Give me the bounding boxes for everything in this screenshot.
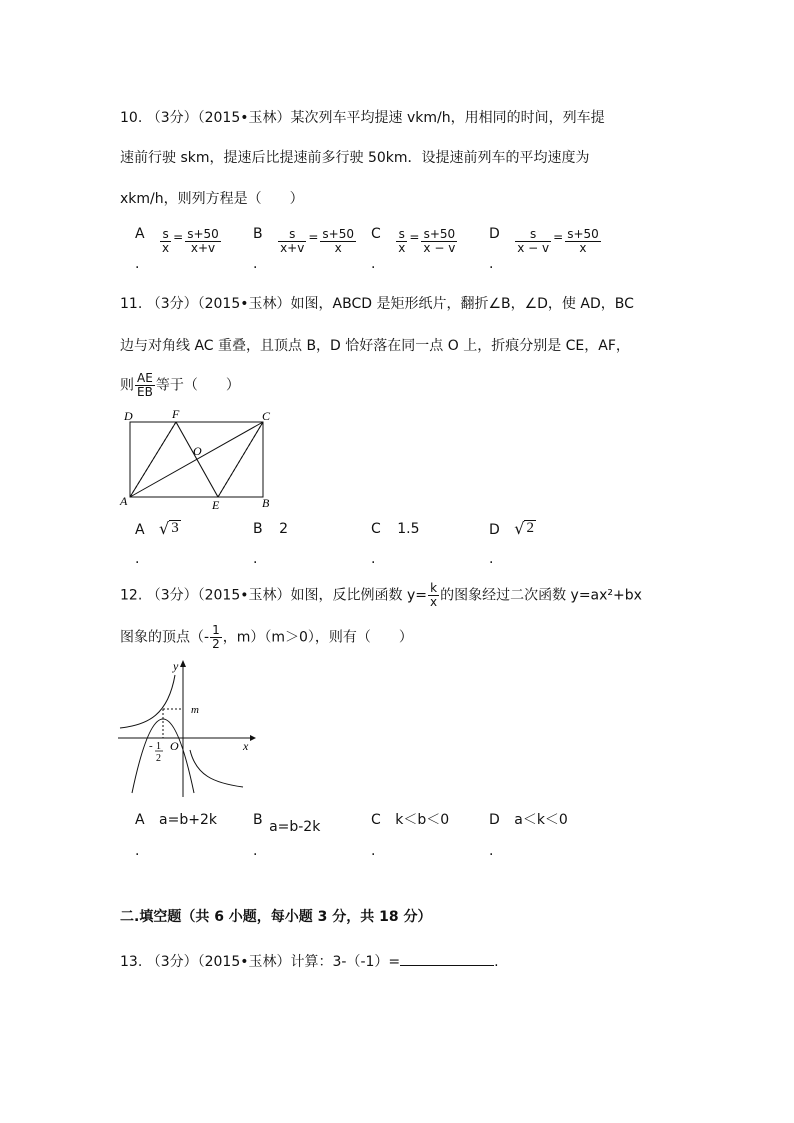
q10-option-d[interactable]: D $\frac{s}{x - v}$ = $\frac{s+50}{x}$ xyxy=(489,226,599,255)
q11-line-2: 边与对角线 AC 重叠，且顶点 B，D 恰好落在同一点 O 上，折痕分别是 CE，AF， xyxy=(120,338,630,354)
q10-option-c[interactable]: C $\frac{s}{x}$ = $\frac{s+50}{x - v}$ xyxy=(371,226,456,255)
q12-line-1: 12. （3分）（2015•玉林）如图，反比例函数 y= $\frac{k}{x}$ 的图象经过二次函数 y=ax²+bx xyxy=(120,581,642,609)
fraction: $\frac{s}{x - v}$ xyxy=(517,227,550,255)
q10-option-b[interactable]: B $\frac{s}{x+v}$ = $\frac{s+50}{x}$ xyxy=(253,226,354,255)
q13-line: 13. （3分）（2015•玉林）计算：3-（-1）= . xyxy=(120,954,499,970)
fraction: $\frac{s+50}{x}$ xyxy=(567,227,599,255)
option-letter: A xyxy=(135,522,145,538)
option-dot: . xyxy=(135,256,140,272)
option-dot: . xyxy=(371,256,376,272)
option-dot: . xyxy=(371,843,376,859)
q12-option-d[interactable] xyxy=(489,811,568,829)
q11-option-b[interactable] xyxy=(253,520,288,538)
sqrt-expression: √ 3 xyxy=(159,519,179,538)
fraction: $\frac{s}{x}$ xyxy=(398,227,406,255)
label-y: y xyxy=(173,659,179,673)
option-dot: . xyxy=(371,551,376,567)
option-letter: B xyxy=(253,521,263,537)
label-a: A xyxy=(120,494,128,508)
option-letter: D xyxy=(489,522,500,538)
sqrt-expression: √ 2 xyxy=(514,519,534,538)
option-text: a=b+2k xyxy=(159,812,217,828)
option-letter: C xyxy=(371,812,381,828)
fraction: $\frac{s}{x+v}$ xyxy=(280,227,305,255)
q11-option-c[interactable] xyxy=(371,520,420,538)
label-half-n: 1 xyxy=(156,741,161,752)
fraction-half: $\frac{1}{2}$ xyxy=(212,623,220,651)
q12-line-2: 图象的顶点（- $\frac{1}{2}$ ，m）（m＞0），则有（ ） xyxy=(120,623,413,651)
option-text: 2 xyxy=(279,521,288,537)
option-dot: . xyxy=(489,843,494,859)
option-letter: D xyxy=(489,812,500,828)
label-neg: - xyxy=(149,740,153,752)
fraction: $\frac{s}{x}$ xyxy=(162,227,170,255)
option-text: 1.5 xyxy=(397,521,420,537)
q11-line-1: 11. （3分）（2015•玉林）如图，ABCD 是矩形纸片，翻折∠B，∠D，使 AD，BC xyxy=(120,296,634,312)
q12-option-a[interactable] xyxy=(135,811,217,829)
q10-line-1: 10. （3分）（2015•玉林）某次列车平均提速 vkm/h，用相同的时间，列车提 xyxy=(120,110,605,126)
label-origin: O xyxy=(170,739,179,753)
option-dot: . xyxy=(253,256,258,272)
function-graph-figure xyxy=(118,655,258,800)
label-b: B xyxy=(262,496,270,510)
option-dot: . xyxy=(489,256,494,272)
label-f: F xyxy=(172,407,180,421)
q10-option-a[interactable]: A $\frac{s}{x}$ = $\frac{s+50}{x+v}$ xyxy=(135,226,219,255)
option-text: a=b-2k xyxy=(269,819,321,835)
fraction-ae-eb: $\frac{AE}{EB}$ xyxy=(137,371,153,399)
fraction: $\frac{s+50}{x+v}$ xyxy=(187,227,219,255)
option-letter: B xyxy=(253,226,263,242)
option-dot: . xyxy=(253,843,258,859)
label-e: E xyxy=(212,498,220,512)
fraction-k-x: $\frac{k}{x}$ xyxy=(429,581,438,609)
label-o: O xyxy=(193,444,202,458)
section-title: 二.填空题（共 6 小题，每小题 3 分，共 18 分） xyxy=(120,909,432,925)
q10-line-3: xkm/h，则列方程是（ ） xyxy=(120,191,304,207)
label-half-d: 2 xyxy=(156,753,161,764)
answer-blank[interactable] xyxy=(400,953,494,966)
label-d: D xyxy=(124,409,133,423)
option-dot: . xyxy=(253,551,258,567)
q12-option-b[interactable] xyxy=(253,811,321,835)
q11-line-3: 则 $\frac{AE}{EB}$ 等于（ ） xyxy=(120,371,240,399)
option-text: k＜b＜0 xyxy=(395,812,450,828)
option-letter: A xyxy=(135,812,145,828)
option-letter: B xyxy=(253,812,263,828)
option-letter: C xyxy=(371,226,381,242)
rectangle-fold-figure xyxy=(115,405,280,515)
option-letter: A xyxy=(135,226,145,242)
option-dot: . xyxy=(135,843,140,859)
q10-line-2: 速前行驶 skm，提速后比提速前多行驶 50km．设提速前列车的平均速度为 xyxy=(120,150,590,166)
label-x: x xyxy=(243,739,249,753)
label-c: C xyxy=(262,409,271,423)
q12-option-c[interactable] xyxy=(371,811,449,829)
option-dot: . xyxy=(489,551,494,567)
label-m: m xyxy=(191,704,199,716)
option-letter: C xyxy=(371,521,381,537)
fraction: $\frac{s+50}{x - v}$ xyxy=(423,227,456,255)
option-text: a＜k＜0 xyxy=(514,812,568,828)
q11-option-a[interactable] xyxy=(135,520,181,539)
option-dot: . xyxy=(135,551,140,567)
fraction: $\frac{s+50}{x}$ xyxy=(322,227,354,255)
q11-option-d[interactable] xyxy=(489,520,536,539)
option-letter: D xyxy=(489,226,500,242)
